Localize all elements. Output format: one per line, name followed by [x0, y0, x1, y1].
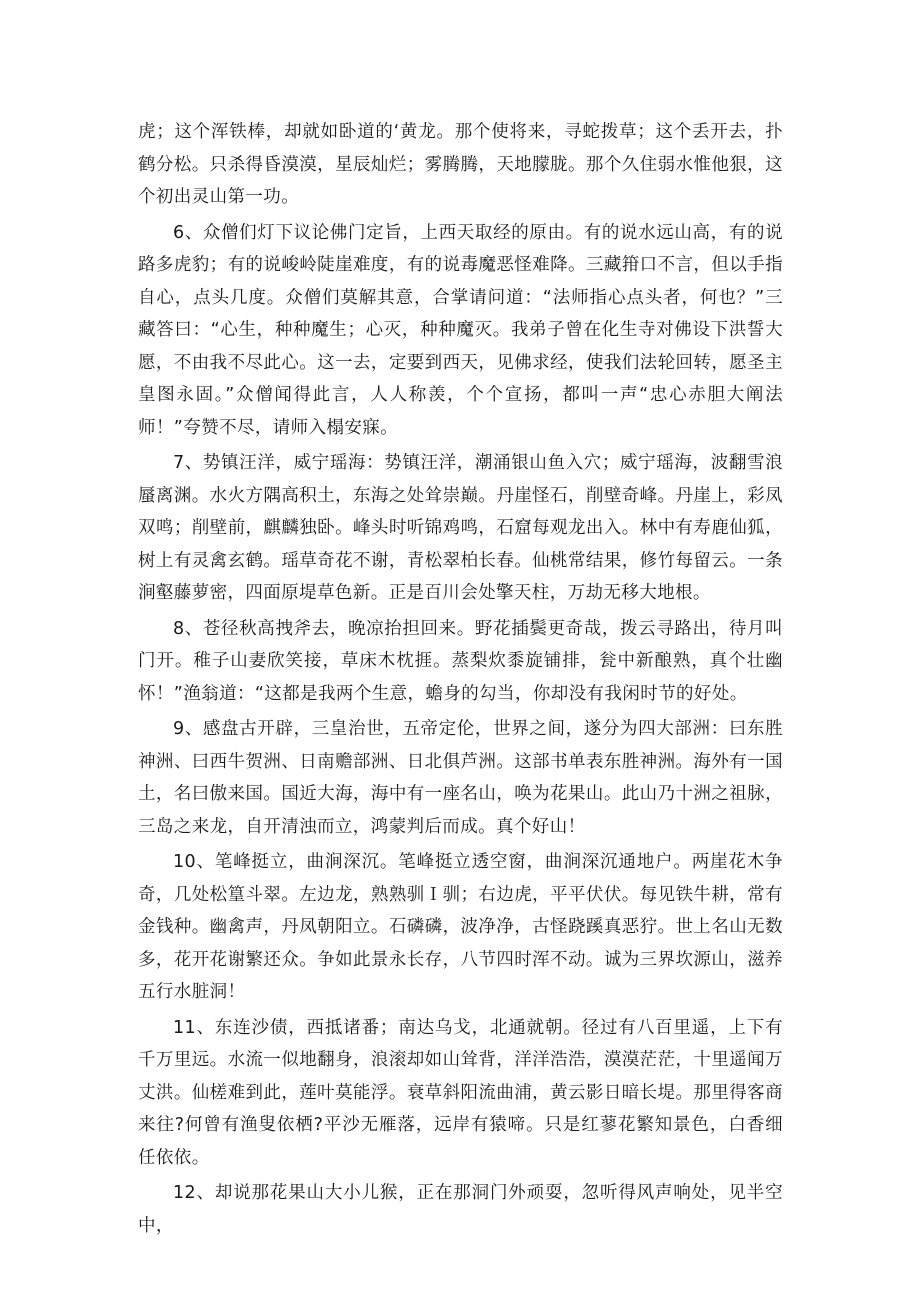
paragraph-10: 10、笔峰挺立，曲涧深沉。笔峰挺立透空窗，曲涧深沉通地户。两崖花木争奇，几处松篁斗翠。左边龙，熟熟驯Ｉ驯；右边虎，平平伏伏。每见铁牛耕，常有金钱种。幽禽声，丹凤朝阳立。石磷磷，波净净，古怪跷蹊真恶狞。世上名山无数多，花开花谢繁还众。争如此景永长存，八节四时浑不动。诚为三界坎源山，滋养五行水脏洞！ [138, 852, 783, 1002]
document-body [138, 116, 783, 1242]
paragraph-6: 6、众僧们灯下议论佛门定旨，上西天取经的原由。有的说水远山高，有的说路多虎豹；有的说峻岭陡崖难度，有的说毒魔恶怪难降。三藏箝口不言，但以手指自心，点头几度。众僧们莫解其意，合掌请问道：“法师指心点头者，何也？”三藏答曰：“心生，种种魔生；心灭，种种魔灭。我弟子曾在化生寺对佛设下洪誓大愿，不由我不尽此心。这一去，定要到西天，见佛求经，使我们法轮回转，愿圣主皇图永固。”众僧闻得此言，人人称羡，个个宣扬，都叫一声“忠心赤胆大阐法师！”夸赞不尽，请师入榻安寐。 [138, 222, 783, 438]
paragraph-11: 11、东连沙债，西抵诸番；南达乌戈，北通就朝。径过有八百里遥，上下有千万里远。水流一似地翻身，浪滚却如山耸背，洋洋浩浩，漠漠茫茫，十里遥闻万丈洪。仙槎难到此，莲叶莫能浮。衰草斜阳流曲浦，黄云影日暗长堤。那里得客商来往?何曾有渔叟依栖?平沙无雁落，远岸有猿啼。只是红蓼花繁知景色，白香细任依依。 [138, 1017, 783, 1168]
paragraph-continuation: 虎；这个浑铁棒，却就如卧道的‘黄龙。那个使将来，寻蛇拨草；这个丢开去，扑鹤分松。只杀得昏漠漠，星辰灿烂；雾腾腾，天地朦胧。那个久住弱水惟他狠，这个初出灵山第一功。 [138, 122, 783, 207]
paragraph-7: 7、势镇汪洋，威宁瑶海：势镇汪洋，潮涌银山鱼入穴；威宁瑶海，波翻雪浪蜃离渊。水火方隅高积土，东海之处耸崇巅。丹崖怪石，削壁奇峰。丹崖上，彩凤双鸣；削壁前，麒麟独卧。峰头时听锦鸡鸣，石窟每观龙出入。林中有寿鹿仙狐，树上有灵禽玄鹤。瑶草奇花不谢，青松翠柏长春。仙桃常结果，修竹每留云。一条涧壑藤萝密，四面原堤草色新。正是百川会处擎天柱，万劫无移大地根。 [138, 453, 783, 603]
paragraph-12: 12、却说那花果山大小儿猴，正在那洞门外顽耍，忽听得风声响处，见半空中， [138, 1183, 783, 1236]
paragraph-9: 9、感盘古开辟，三皇治世，五帝定伦，世界之间，遂分为四大部洲：曰东胜神洲、曰西牛贺洲、日南赡部洲、日北俱芦洲。这部书单表东胜神洲。海外有一国土，名曰傲来国。国近大海，海中有一座名山，唤为花果山。此山乃十洲之祖脉，三岛之来龙，自开清浊而立，鸿蒙判后而成。真个好山！ [138, 719, 783, 837]
paragraph-8: 8、苍径秋高拽斧去，晚凉抬担回来。野花插鬓更奇哉，拨云寻路出，待月叫门开。稚子山妻欣笑接，草床木枕捱。蒸梨炊黍旋铺排，瓮中新酿熟，真个壮幽怀！”渔翁道：“这都是我两个生意，蟾身的勾当，你却没有我闲时节的好处。 [138, 618, 783, 704]
